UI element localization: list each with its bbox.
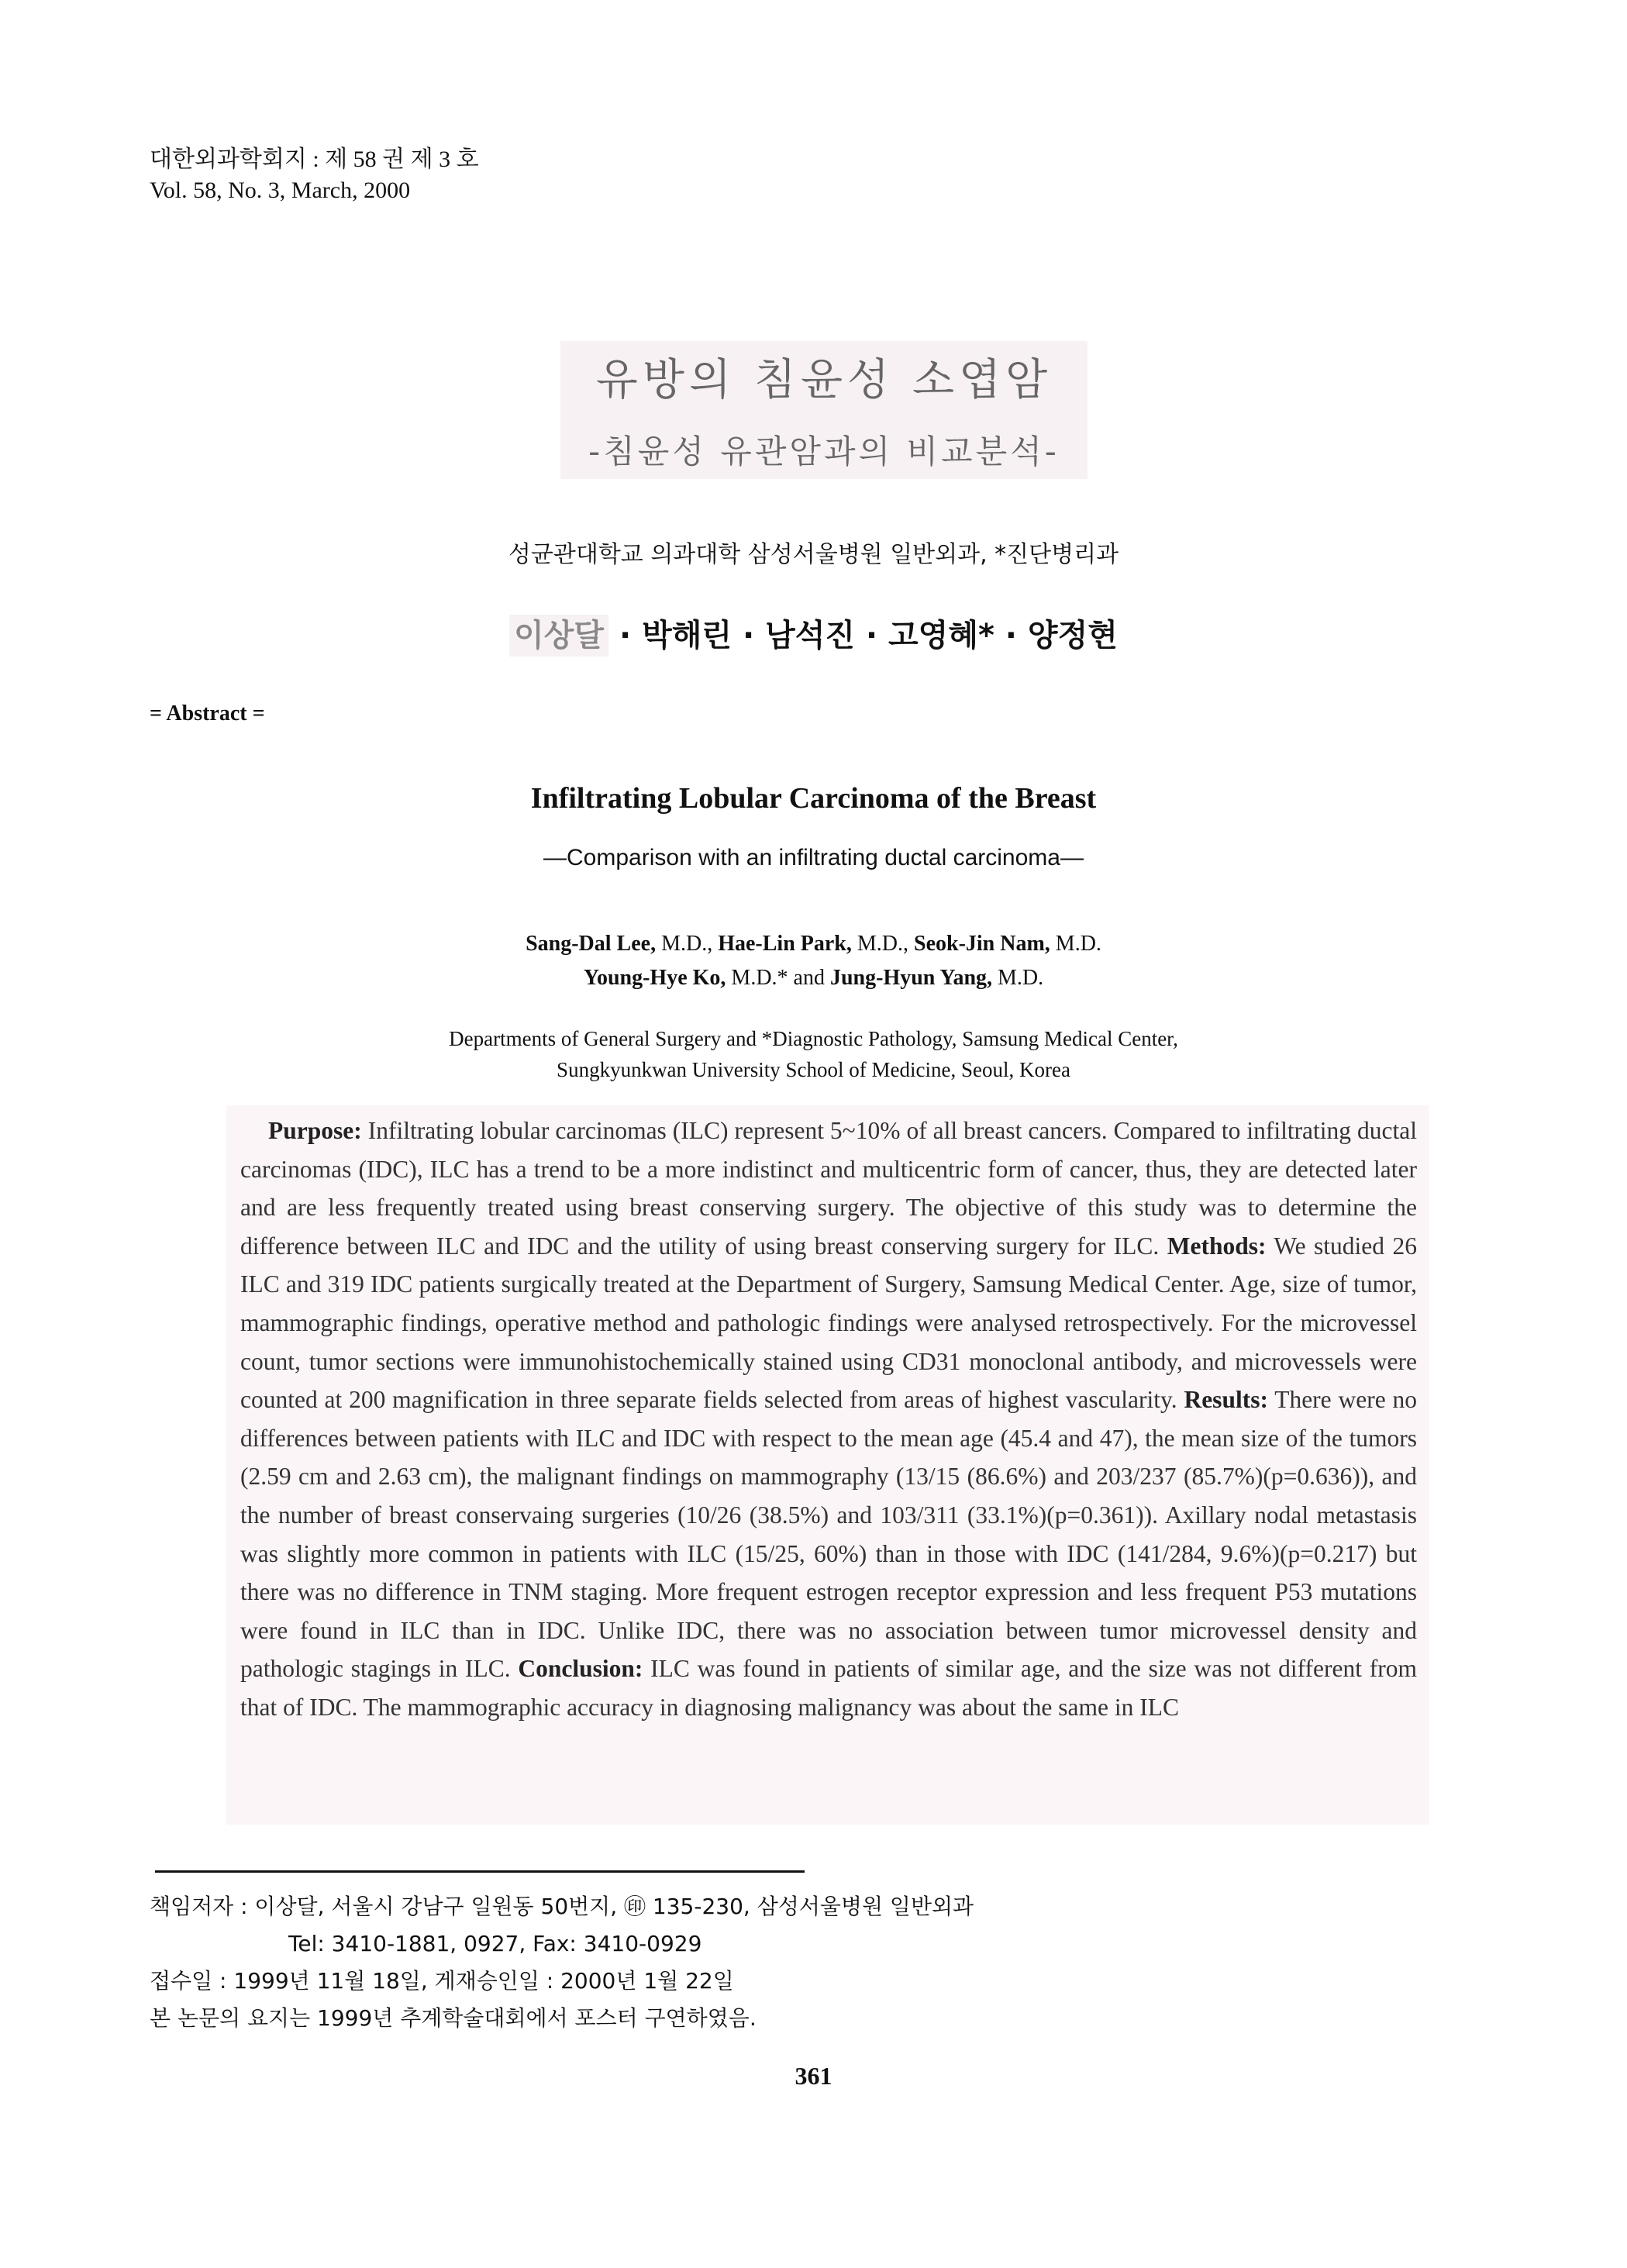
affiliation-line-1: Departments of General Surgery and *Diagnostic Pathology, Samsung Medical Center, bbox=[449, 1027, 1178, 1050]
korean-title: 유방의 침윤성 소엽암 bbox=[595, 355, 1053, 405]
journal-volume-en: Vol. 58, No. 3, March, 2000 bbox=[150, 178, 411, 203]
author-name: Young-Hye Ko, bbox=[583, 966, 726, 990]
english-title: Infiltrating Lobular Carcinoma of the Breast bbox=[530, 782, 1097, 815]
author-degree: M.D. bbox=[992, 966, 1044, 990]
results-text: There were no differences between patients with ILC and IDC with respect to the mean age (45.4 and 47), the mean size of the tumors (2.59 cm and 2.63 cm), the malignant findings on mammography (13/15 (86.6%) and 203/237 (85.7%)(p=0.636)), and the number of breast conservaing surgeries (10/26 (38.5%) and 103/311 (33.1%)(p=0.361)). Axillary nodal metastasis was slightly more common in patients with ILC (15/25, 60%) than in those with IDC (141/284, 9.6%)(p=0.217) but there was no difference in TNM staging. More frequent estrogen receptor expression and less frequent P53 mutations were found in ILC than in IDC. Unlike IDC, there was no association between tumor microvessel density and pathologic stagings in ILC. bbox=[240, 1386, 1418, 1683]
footnote-presentation: 본 논문의 요지는 1999년 추계학술대회에서 포스터 구연하였음. bbox=[150, 2005, 757, 2031]
author-name: Sang-Dal Lee, bbox=[526, 932, 657, 956]
english-subtitle: —Comparison with an infiltrating ductal carcinoma— bbox=[543, 845, 1084, 870]
footnote-contact: Tel: 3410-1881, 0927, Fax: 3410-0929 bbox=[288, 1931, 702, 1956]
abstract-body bbox=[240, 1112, 1417, 1727]
korean-subtitle: -침윤성 유관암과의 비교분석- bbox=[588, 433, 1060, 470]
footnote-dates: 접수일 : 1999년 11월 18일, 게재승인일 : 2000년 1월 22일 bbox=[150, 1968, 734, 1994]
author-degree: M.D., bbox=[656, 932, 719, 956]
korean-authors bbox=[0, 611, 1627, 655]
footnote-divider bbox=[155, 1870, 805, 1873]
purpose-text: Infiltrating lobular carcinomas (ILC) represent 5~10% of all breast cancers. Compared to infiltrating ductal carcinomas (IDC), ILC has a trend to be a more indistinct and multicentric form of cancer, thus, they are detected later and are less frequently treated using breast conserving surgery. The objective of this study was to determine the difference between ILC and IDC and the utility of using breast conserving surgery for ILC. bbox=[240, 1117, 1417, 1260]
author-degree: M.D.* and bbox=[726, 966, 830, 990]
methods-label: Methods: bbox=[1167, 1232, 1267, 1260]
author-name: Seok-Jin Nam, bbox=[914, 932, 1050, 956]
author-name: Hae-Lin Park, bbox=[718, 932, 852, 956]
affiliation-line-2: Sungkyunkwan University School of Medicine, Seoul, Korea bbox=[557, 1058, 1070, 1081]
conclusion-text: ILC was found in patients of similar age, and the size was not different from that of IDC. The mammographic accuracy in diagnosing malignancy was about the same in ILC bbox=[240, 1655, 1417, 1721]
methods-text: We studied 26 ILC and 319 IDC patients surgically treated at the Department of Surgery, Samsung Medical Center. Age, size of tumor, mammographic findings, operative method and pathologic findings were analysed retrospectively. For the microvessel count, tumor sections were immunohistochemically stained using CD31 monoclonal antibody, and microvessels were counted at 200 magnification in three separate fields selected from areas of highest vascularity. bbox=[240, 1232, 1417, 1414]
korean-first-author: 이상달 bbox=[509, 615, 608, 657]
author-degree: M.D. bbox=[1050, 932, 1101, 956]
journal-name-ko: 대한외과학회지 : 제 58 권 제 3 호 bbox=[150, 146, 479, 172]
korean-other-authors: · 박해린 · 남석진 · 고영혜* · 양정현 bbox=[608, 618, 1118, 653]
english-authors bbox=[0, 927, 1627, 995]
footnote-corresponding-author: 책임저자 : 이상달, 서울시 강남구 일원동 50번지, ㊞ 135-230, 삼성서울병원 일반외과 bbox=[150, 1894, 974, 1919]
english-affiliation bbox=[0, 1023, 1627, 1085]
results-label: Results: bbox=[1184, 1386, 1268, 1414]
author-name: Jung-Hyun Yang, bbox=[829, 966, 993, 990]
author-degree: M.D., bbox=[851, 932, 914, 956]
conclusion-label: Conclusion: bbox=[518, 1655, 643, 1683]
page-number: 361 bbox=[795, 2062, 832, 2090]
author-line-1 bbox=[0, 927, 1627, 961]
purpose-label: Purpose: bbox=[268, 1117, 362, 1144]
journal-header bbox=[150, 144, 479, 206]
korean-affiliation: 성균관대학교 의과대학 삼성서울병원 일반외과, *진단병리과 bbox=[508, 541, 1119, 568]
abstract-label: = Abstract = bbox=[150, 701, 265, 726]
author-line-2 bbox=[0, 961, 1627, 995]
